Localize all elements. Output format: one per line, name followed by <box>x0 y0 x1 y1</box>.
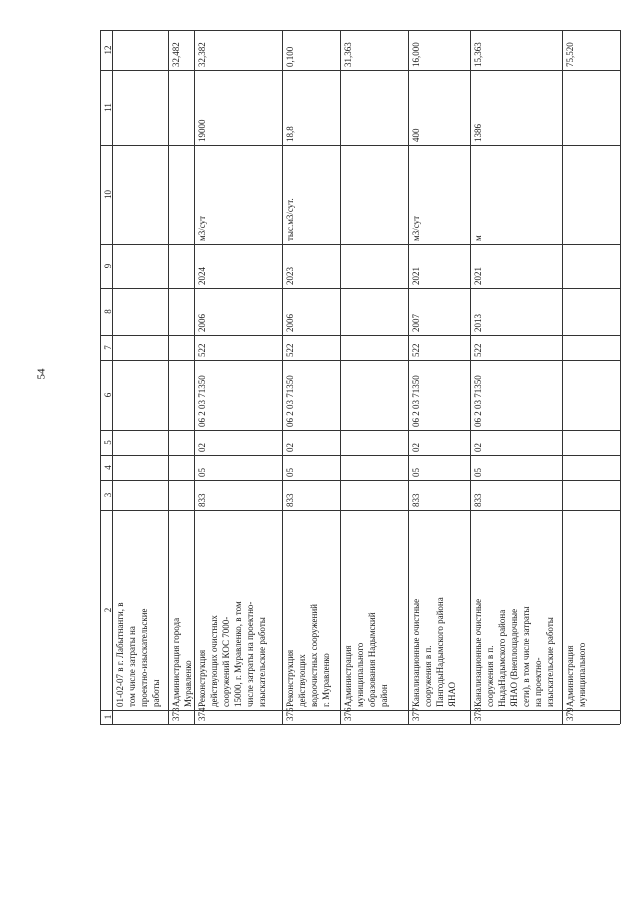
table-cell-text: 18,8 <box>285 126 295 142</box>
table-cell-text: 374 <box>197 707 207 721</box>
column-header-1-text: 1 <box>103 714 113 720</box>
table-cell-text: 01-02-07 в г. Лабытнанги, в том числе затраты на проектно-изыскательские работы <box>115 602 161 707</box>
table-cell <box>194 30 282 70</box>
table-cell <box>112 510 168 710</box>
table-cell <box>282 335 340 360</box>
table-cell <box>408 70 470 145</box>
column-header-11-text: 11 <box>103 103 113 112</box>
table-cell-text: 2006 <box>197 314 207 332</box>
table-cell-text: 32,382 <box>197 42 207 67</box>
table-cell <box>194 244 282 288</box>
table-cell-text: 400 <box>411 128 421 142</box>
table-cell-text: тыс.м3/сут. <box>285 198 295 241</box>
table-cell-text: 379 <box>565 707 575 721</box>
table-cell-text: 06 2 03 71350 <box>197 375 207 427</box>
table-cell <box>194 335 282 360</box>
table-cell-text: 0,100 <box>285 46 295 67</box>
table-cell <box>470 70 562 145</box>
column-header-12 <box>100 30 112 70</box>
table-cell <box>408 335 470 360</box>
table-cell <box>282 480 340 510</box>
column-header-7-text: 7 <box>103 345 113 350</box>
table-cell <box>194 288 282 335</box>
table-cell <box>168 707 194 724</box>
table-cell-text: 2021 <box>473 267 483 285</box>
table-cell-text: 522 <box>411 343 421 357</box>
table-cell-text: 19000 <box>197 119 207 142</box>
table-cell-text: 02 <box>285 443 295 452</box>
column-header-10-text: 10 <box>103 190 113 199</box>
column-header-2 <box>100 510 112 710</box>
table-cell-text: 02 <box>197 443 207 452</box>
table-cell-text: Реконструкция действующих водоочистных сооружений г. Муравленко <box>285 604 331 707</box>
table-cell <box>282 30 340 70</box>
table-cell-text: 833 <box>473 493 483 507</box>
table-cell-text: Администрация муниципального <box>565 642 587 707</box>
table-cell-text: 15,363 <box>473 42 483 67</box>
table-cell <box>470 480 562 510</box>
column-header-4-text: 4 <box>103 465 113 470</box>
table-cell-text: 1386 <box>473 124 483 142</box>
table-cell-text: 833 <box>197 493 207 507</box>
table-cell-text: Реконструкция действующих очистных сооружений КОС 7000- 15000, г. Муравленко, в том числе затраты на проектно- изыскательские работы <box>197 601 267 707</box>
table-cell <box>194 455 282 480</box>
table-cell-text: Администрация муниципального образования Надымский район <box>343 612 389 707</box>
column-header-9 <box>100 244 112 288</box>
table-cell <box>408 430 470 455</box>
table-cell <box>282 510 340 710</box>
table-cell-text: 2024 <box>197 267 207 285</box>
table-cell <box>168 510 194 710</box>
table-cell-text: 32,482 <box>171 42 181 67</box>
table-cell <box>282 70 340 145</box>
table-cell <box>282 360 340 430</box>
table-cell <box>282 244 340 288</box>
table-cell <box>194 480 282 510</box>
table-cell-text: 376 <box>343 707 353 721</box>
table-cell-text: 02 <box>473 443 483 452</box>
table-cell-text: 02 <box>411 443 421 452</box>
table-cell <box>562 510 620 710</box>
table-cell-text: 373 <box>171 707 181 721</box>
table-cell <box>470 30 562 70</box>
table-cell <box>562 30 620 70</box>
table-cell-text: 2007 <box>411 314 421 332</box>
table-cell-text: 16,000 <box>411 42 421 67</box>
rotated-budget-table <box>100 30 620 724</box>
table-cell-text: 05 <box>197 468 207 477</box>
column-header-8-text: 8 <box>103 309 113 314</box>
table-cell <box>340 510 408 710</box>
table-cell-text: м <box>473 235 483 241</box>
table-cell <box>194 430 282 455</box>
table-cell <box>282 288 340 335</box>
table-cell <box>194 707 282 724</box>
column-header-3 <box>100 480 112 510</box>
table-cell <box>408 360 470 430</box>
table-cell <box>340 30 408 70</box>
column-header-11 <box>100 70 112 145</box>
table-cell <box>282 707 340 724</box>
column-header-5-text: 5 <box>103 440 113 445</box>
table-cell-text: Администрация города Муравленко <box>171 617 193 707</box>
table-cell-text: м3/сут <box>197 215 207 241</box>
table-cell <box>194 145 282 244</box>
table-cell-text: м3/сут <box>411 215 421 241</box>
table-cell <box>408 145 470 244</box>
table-cell-text: 06 2 03 71350 <box>411 375 421 427</box>
column-header-3-text: 3 <box>103 492 113 498</box>
table-cell <box>408 30 470 70</box>
column-header-8 <box>100 288 112 335</box>
table-cell-text: 06 2 03 71350 <box>473 375 483 427</box>
table-cell-text: 833 <box>285 493 295 507</box>
table-cell <box>408 510 470 710</box>
table-cell-text: 05 <box>411 468 421 477</box>
table-row-border <box>620 30 621 724</box>
table-cell <box>470 455 562 480</box>
column-header-12-text: 12 <box>103 45 113 55</box>
table-cell <box>408 707 470 724</box>
table-cell-text: 2021 <box>411 267 421 285</box>
table-column-border <box>100 724 620 725</box>
table-cell <box>470 288 562 335</box>
table-cell-text: 31,363 <box>343 42 353 67</box>
table-cell <box>194 510 282 710</box>
table-cell-text: 522 <box>285 343 295 357</box>
table-cell-text: 522 <box>473 343 483 357</box>
table-cell <box>408 244 470 288</box>
table-cell-text: 05 <box>473 468 483 477</box>
table-cell <box>408 480 470 510</box>
table-cell <box>194 70 282 145</box>
table-cell <box>470 335 562 360</box>
table-cell-text: 377 <box>411 707 421 721</box>
table-cell <box>282 430 340 455</box>
column-header-4 <box>100 455 112 480</box>
table-cell <box>168 30 194 70</box>
table-cell-text: Канализационные очистные сооружения в п. ПангодыНадымского района ЯНАО <box>411 597 457 707</box>
table-cell <box>470 707 562 724</box>
table-cell-text: 06 2 03 71350 <box>285 375 295 427</box>
column-header-2-text: 2 <box>103 607 113 613</box>
table-cell-text: 2013 <box>473 314 483 332</box>
table-cell-text: Канализационные очистные сооружения в п. НыдаНадымского района ЯНАО (Внеплощадочные сети), в том числе затраты на проектно- изыскательские работы <box>473 598 555 707</box>
column-header-6-text: 6 <box>103 392 113 398</box>
column-header-6 <box>100 360 112 430</box>
table-cell-text: 75,520 <box>565 42 575 67</box>
column-header-1 <box>100 710 112 724</box>
table-cell <box>282 455 340 480</box>
table-cell-text: 375 <box>285 707 295 721</box>
table-cell-text: 522 <box>197 343 207 357</box>
table-cell <box>470 244 562 288</box>
table-cell <box>282 145 340 244</box>
table-cell <box>470 430 562 455</box>
table-cell <box>194 360 282 430</box>
table-cell <box>408 288 470 335</box>
table-cell-text: 833 <box>411 493 421 507</box>
table-cell-text: 2006 <box>285 314 295 332</box>
column-header-9-text: 9 <box>103 263 113 269</box>
table-cell <box>340 707 408 724</box>
table-cell <box>470 510 562 710</box>
table-cell-text: 05 <box>285 468 295 477</box>
table-cell <box>562 707 620 724</box>
column-header-10 <box>100 145 112 244</box>
table-cell <box>470 145 562 244</box>
column-header-5 <box>100 430 112 455</box>
table-cell-text: 378 <box>473 707 483 721</box>
table-cell <box>470 360 562 430</box>
column-header-7 <box>100 335 112 360</box>
page-number: 54 <box>35 368 48 380</box>
table-cell <box>408 455 470 480</box>
table-cell-text: 2023 <box>285 267 295 285</box>
